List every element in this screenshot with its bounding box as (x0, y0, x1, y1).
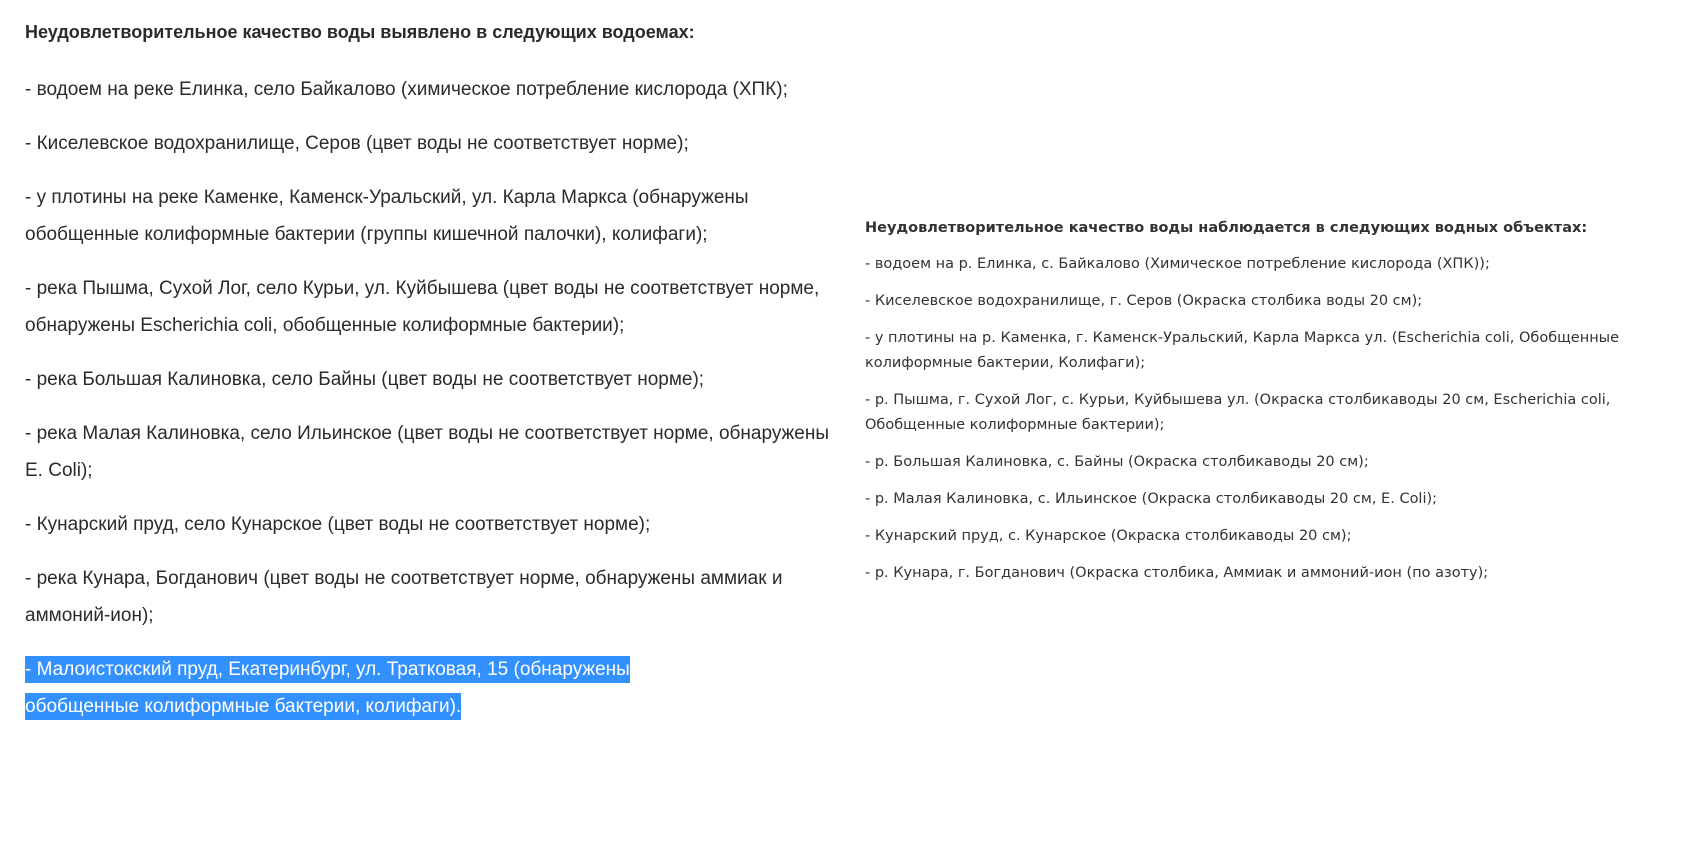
list-item: - река Кунара, Богданович (цвет воды не соответствует норме, обнаружены аммиак и аммоний-ион); (25, 568, 783, 626)
list-item: - у плотины на р. Каменка, г. Каменск-Уральский, Карла Маркса ул. (Escherichia coli, Обобщенные колиформные бактерии, Колифаги); (865, 330, 1620, 371)
list-item: - Кунарский пруд, село Кунарское (цвет воды не соответствует норме); (25, 514, 651, 535)
list-item: - водоем на реке Елинка, село Байкалово (химическое потребление кислорода (ХПК); (25, 79, 788, 100)
list-item: - река Малая Калиновка, село Ильинское (цвет воды не соответствует норме, обнаружены E. Coli); (25, 423, 829, 481)
list-item: - р. Пышма, г. Сухой Лог, с. Курьи, Куйбышева ул. (Окраска столбикаводы 20 см, Escherichia coli, Обобщенные колиформные бактерии); (865, 392, 1611, 433)
list-item: - р. Малая Калиновка, с. Ильинское (Окраска столбикаводы 20 см, E. Coli); (865, 491, 1438, 507)
right-heading: Неудовлетворительное качество воды наблюдается в следующих водных объектах: (865, 220, 1588, 236)
list-item: - река Большая Калиновка, село Байны (цвет воды не соответствует норме); (25, 369, 705, 390)
list-item-selected-wrapper (25, 651, 715, 725)
list-item: - Киселевское водохранилище, Серов (цвет воды не соответствует норме); (25, 133, 689, 154)
selected-text[interactable]: - Малоистокский пруд, Екатеринбург, ул. Тратковая, 15 (обнаружены обобщенные колиформные бактерии, колифаги). (25, 656, 630, 720)
list-item: - Кунарский пруд, с. Кунарское (Окраска столбикаводы 20 см); (865, 528, 1352, 544)
right-article (865, 216, 1685, 598)
left-article (25, 14, 845, 742)
list-item: - р. Большая Калиновка, с. Байны (Окраска столбикаводы 20 см); (865, 454, 1369, 470)
list-item: - р. Кунара, г. Богданович (Окраска столбика, Аммиак и аммоний-ион (по азоту); (865, 565, 1489, 581)
list-item: - у плотины на реке Каменке, Каменск-Уральский, ул. Карла Маркса (обнаружены обобщенные колиформные бактерии (группы кишечной палочки), колифаги); (25, 187, 749, 245)
list-item: - река Пышма, Сухой Лог, село Курьи, ул. Куйбышева (цвет воды не соответствует норме, обнаружены Escherichia coli, обобщенные колиформные бактерии); (25, 278, 820, 336)
left-heading: Неудовлетворительное качество воды выявлено в следующих водоемах: (25, 22, 695, 42)
list-item: - Киселевское водохранилище, г. Серов (Окраска столбика воды 20 см); (865, 293, 1423, 309)
list-item: - водоем на р. Елинка, с. Байкалово (Химическое потребление кислорода (ХПК)); (865, 256, 1490, 272)
